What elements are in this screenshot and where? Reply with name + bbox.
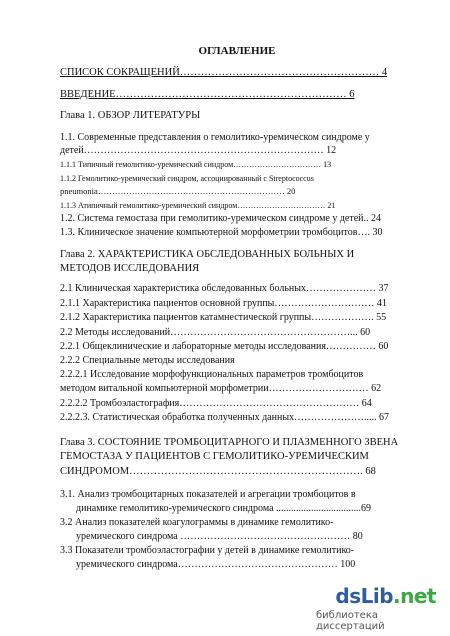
toc-entry-3-2-cont: уремического синдрома …………………………………………… 80 bbox=[76, 531, 363, 542]
toc-entry-2-1-2: 2.1.2 Характеристика пациентов катамнестической группы………………. 55 bbox=[60, 312, 387, 323]
toc-chapter-3-title-end: СИНДРОМОМ…………………………………………………………. 68 bbox=[60, 466, 376, 477]
toc-entry-1-3: 1.3. Клиническое значение компьютерной морфометрии тромбоцитов…. 30 bbox=[60, 227, 383, 238]
toc-entry-1-1-3: 1.1.3 Атипичный гемолитико-уремический синдром…………………………… 21 bbox=[60, 201, 336, 210]
toc-entry-1-1-cont: детей……………………………………………………………… 12 bbox=[60, 145, 337, 156]
toc-chapter-2-title-cont: МЕТОДОВ ИССЛЕДОВАНИЯ bbox=[60, 263, 200, 274]
toc-entry-1-1-2-cont: pneumonia………………………………………………………… 20 bbox=[60, 186, 296, 196]
toc-entry-1-2: 1.2. Система гемостаза при гемолитико-уремическом синдроме у детей.. 24 bbox=[60, 213, 382, 224]
toc-entry-2-2-2-1: 2.2.2.1 Исследование морфофункциональных параметров тромбоцитов bbox=[60, 369, 364, 380]
toc-entry-3-1-cont: динамике гемолитико-уремического синдрома ..................................69 bbox=[76, 503, 372, 514]
dslib-subtitle: библиотека диссертаций bbox=[316, 610, 385, 632]
toc-entry-2-2-1: 2.2.1 Общеклинические и лабораторные методы исследования…………… 60 bbox=[60, 341, 389, 352]
dslib-watermark bbox=[316, 584, 436, 632]
toc-entry-1-1-1: 1.1.1 Типичный гемолитико-уремический синдром…………………………… 13 bbox=[60, 160, 332, 169]
toc-entry-2-2-2-1-cont: методом витальной компьютерной морфометрии………………………… 62 bbox=[60, 383, 382, 394]
toc-entry-2-2-2-2: 2.2.2.2 Тромбоэластография……………………………………………… 64 bbox=[60, 398, 372, 409]
dslib-logo-domain: .net bbox=[393, 584, 436, 608]
toc-chapter-3-title: Глава 3. СОСТОЯНИЕ ТРОМБОЦИТАРНОГО И ПЛАЗМЕННОГО ЗВЕНА bbox=[60, 437, 399, 448]
toc-entry-3-3: 3.3 Показатели тромбоэластографии у детей в динамике гемолитико- bbox=[60, 545, 355, 556]
toc-entry-3-1: 3.1. Анализ тромбоцитарных показателей и агрегации тромбоцитов в bbox=[60, 489, 356, 500]
toc-chapter-3-title-cont: ГЕМОСТАЗА У ПАЦИЕНТОВ С ГЕМОЛИТИКО-УРЕМИЧЕСКИМ bbox=[60, 451, 369, 462]
toc-chapter-1-title: Глава 1. ОБЗОР ЛИТЕРАТУРЫ bbox=[60, 110, 201, 121]
toc-entry-2-2-2-3: 2.2.2.3. Статистическая обработка полученных данных…………………..... 67 bbox=[60, 412, 390, 423]
dslib-logo-name: dsLib bbox=[335, 584, 394, 608]
toc-entry-3-3-cont: уремического синдрома………………………………………… 100 bbox=[76, 559, 356, 570]
toc-entry-2-2: 2.2 Методы исследований………………………………………………... 60 bbox=[60, 327, 371, 338]
toc-heading: ОГЛАВЛЕНИЕ bbox=[198, 45, 276, 57]
toc-entry-2-2-2: 2.2.2 Специальные методы исследования bbox=[60, 355, 235, 366]
toc-entry-1-1-2: 1.1.2 Гемолитико-уремический синдром, ассоциированный с Streptococcus bbox=[60, 174, 314, 183]
toc-chapter-2-title: Глава 2. ХАРАКТЕРИСТИКА ОБСЛЕДОВАННЫХ БОЛЬНЫХ И bbox=[60, 249, 355, 260]
toc-entry-introduction[interactable]: ВВЕДЕНИЕ………………………………………………………… 6 bbox=[60, 89, 355, 100]
toc-entry-3-2: 3.2 Анализ показателей коагулограммы в динамике гемолитико- bbox=[60, 517, 334, 528]
toc-entry-2-1-1: 2.1.1 Характеристика пациентов основной группы………………………… 41 bbox=[60, 298, 387, 309]
toc-entry-1-1: 1.1. Современные представления о гемолитико-уремическом синдроме у bbox=[60, 132, 370, 143]
toc-entry-abbreviations[interactable]: СПИСОК СОКРАЩЕНИЙ………………………………………………… 4 bbox=[60, 67, 388, 78]
dslib-logo bbox=[335, 584, 436, 608]
toc-entry-2-1: 2.1 Клиническая характеристика обследованных больных………………… 37 bbox=[60, 283, 389, 294]
